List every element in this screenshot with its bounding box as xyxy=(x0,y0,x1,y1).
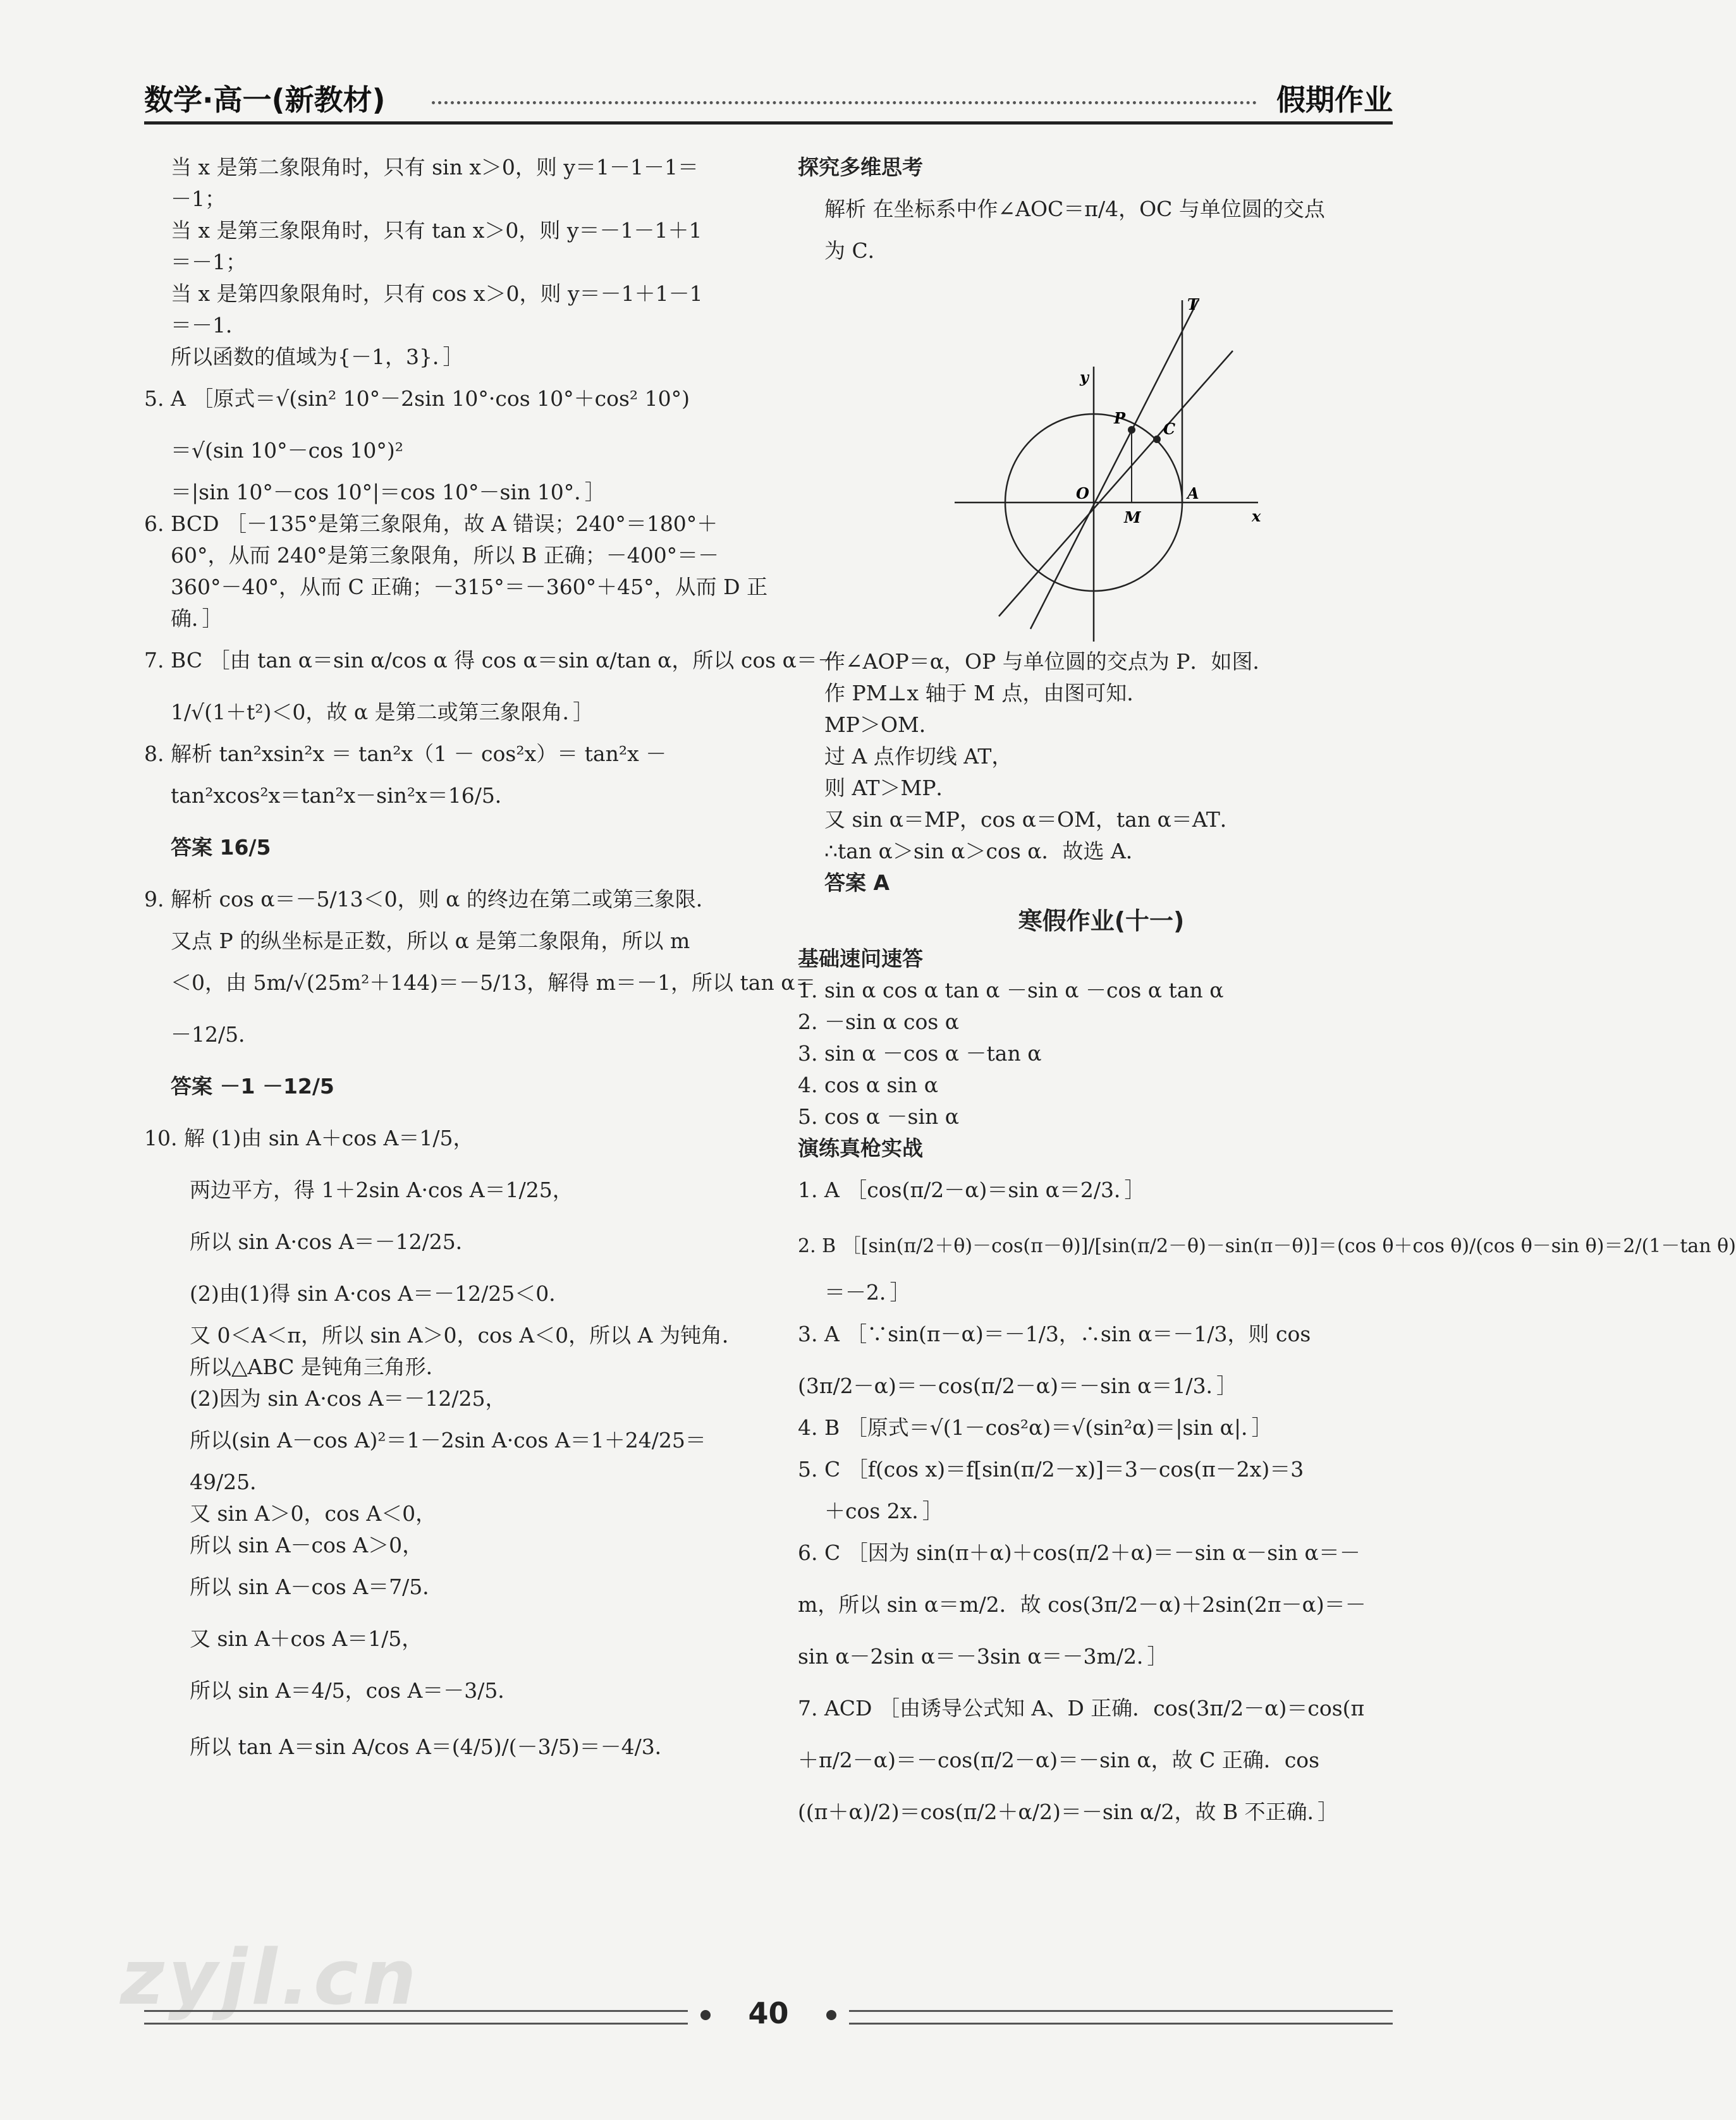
label-C: C xyxy=(1163,420,1176,438)
text-line: 8. 解析 tan²xsin²x ＝ tan²x（1 － cos²x）＝ tan²x － xyxy=(144,741,667,766)
ray-OC xyxy=(999,351,1233,616)
left-column xyxy=(144,152,838,1777)
text-line: 5. cos α －sin α xyxy=(798,1104,960,1129)
text-line: ＋π/2－α)＝－cos(π/2－α)＝－sin α，故 C 正确．cos xyxy=(798,1748,1320,1772)
text-line: 9. 解析 cos α＝－5/13＜0，则 α 的终边在第二或第三象限． xyxy=(144,887,717,911)
text-line: 所以△ABC 是钝角三角形． xyxy=(190,1355,447,1379)
text-line: ＋cos 2x．］ xyxy=(824,1499,943,1523)
text-line: 3. sin α －cos α －tan α xyxy=(798,1041,1042,1066)
text-line: 解析 在坐标系中作∠AOC＝π/4，OC 与单位圆的交点 xyxy=(824,197,1325,221)
header-right-label: 假期作业 xyxy=(1276,83,1393,117)
point-C-dot xyxy=(1153,436,1161,443)
text-line: 4. cos α sin α xyxy=(798,1073,939,1097)
text-line: ＝|sin 10°－cos 10°|＝cos 10°－sin 10°．］ xyxy=(171,480,606,504)
text-line: ＜0，由 5m/√(25m²＋144)＝－5/13，解得 m＝－1，所以 tan α＝ xyxy=(171,970,816,995)
text-line: 又 sin α＝MP，cos α＝OM，tan α＝AT． xyxy=(824,807,1241,832)
section-title: 演练真枪实战 xyxy=(798,1136,923,1161)
label-M: M xyxy=(1124,508,1141,527)
text-line: (3π/2－α)＝－cos(π/2－α)＝－sin α＝1/3．］ xyxy=(798,1374,1238,1398)
text-line: 所以 sin A－cos A＞0， xyxy=(190,1533,424,1557)
label-P: P xyxy=(1114,409,1126,427)
text-line: 又 0＜A＜π，所以 sin A＞0，cos A＜0，所以 A 为钝角． xyxy=(190,1323,743,1348)
text-line: 又点 P 的纵坐标是正数，所以 α 是第二象限角，所以 m xyxy=(171,929,690,953)
label-T: T xyxy=(1187,295,1199,314)
unit-circle-figure xyxy=(948,288,1277,642)
text-line: 10. 解 (1)由 sin A＋cos A＝1/5， xyxy=(144,1126,474,1150)
text-line: 5. A ［原式＝√(sin² 10°－2sin 10°·cos 10°＋cos² 10°) xyxy=(144,386,690,411)
label-O: O xyxy=(1076,484,1089,503)
text-line: (2)因为 sin A·cos A＝－12/25， xyxy=(190,1386,506,1411)
header-dotted-leader xyxy=(432,101,1257,104)
text-line: 2. B ［[sin(π/2＋θ)－cos(π－θ)]/[sin(π/2－θ)－sin(π－θ)]＝(cos θ＋cos θ)/(cos θ－sin θ)＝2/(1－tan θ) xyxy=(798,1235,1736,1257)
text-line: ＝－1； xyxy=(171,250,247,274)
footer-rule xyxy=(849,2010,1393,2012)
text-line: 则 AT＞MP． xyxy=(824,776,957,800)
footer-rule xyxy=(144,2023,688,2025)
text-line: 2. －sin α cos α xyxy=(798,1009,960,1034)
answer-line: 答案 16/5 xyxy=(171,835,271,860)
label-A: A xyxy=(1187,484,1199,503)
text-line: 当 x 是第四象限角时，只有 cos x＞0，则 y＝－1＋1－1 xyxy=(171,281,703,306)
text-line: 7. ACD ［由诱导公式知 A、D 正确．cos(3π/2－α)＝cos(π xyxy=(798,1696,1365,1721)
text-line: 作∠AOP＝α，OP 与单位圆的交点为 P．如图． xyxy=(824,649,1274,674)
text-line: 当 x 是第三象限角时，只有 tan x＞0，则 y＝－1－1＋1 xyxy=(171,218,702,243)
section-title: 探究多维思考 xyxy=(798,155,923,180)
text-line: MP＞OM． xyxy=(824,712,940,737)
text-line: 所以 sin A＝4/5，cos A＝－3/5． xyxy=(190,1678,519,1703)
text-line: 过 A 点作切线 AT， xyxy=(824,744,1013,769)
page-footer xyxy=(144,1996,1393,2042)
footer-dot xyxy=(826,2010,836,2020)
text-line: 所以 sin A·cos A＝－12/25． xyxy=(190,1229,477,1254)
text-line: 3. A ［∵sin(π－α)＝－1/3，∴sin α＝－1/3，则 cos xyxy=(798,1322,1311,1346)
text-line: 又 sin A＞0，cos A＜0， xyxy=(190,1501,437,1526)
footer-rule xyxy=(144,2010,688,2012)
text-line: 1. sin α cos α tan α －sin α －cos α tan α xyxy=(798,978,1224,1002)
text-line: 6. C ［因为 sin(π＋α)＋cos(π/2＋α)＝－sin α－sin α＝－ xyxy=(798,1540,1360,1565)
label-y: y xyxy=(1080,368,1089,386)
answer-line: 答案 －1 －12/5 xyxy=(171,1074,334,1099)
text-line: 60°，从而 240°是第三象限角，所以 B 正确；－400°＝－ xyxy=(171,543,719,568)
page-number: 40 xyxy=(748,1996,789,2030)
text-line: 所以 tan A＝sin A/cos A＝(4/5)/(－3/5)＝－4/3． xyxy=(190,1734,676,1759)
text-line: tan²xcos²x＝tan²x－sin²x＝16/5． xyxy=(171,783,516,808)
text-line: 为 C． xyxy=(824,238,889,263)
text-line: ＝－2．］ xyxy=(824,1280,911,1305)
text-line: －1； xyxy=(171,186,226,211)
watermark: zyjl.cn xyxy=(120,1934,420,2022)
text-line: －12/5． xyxy=(171,1022,260,1047)
page-header xyxy=(144,77,1393,128)
footer-rule xyxy=(849,2023,1393,2025)
text-line: 当 x 是第二象限角时，只有 sin x＞0，则 y＝1－1－1＝ xyxy=(171,155,699,180)
text-line: 作 PM⊥x 轴于 M 点，由图可知． xyxy=(824,681,1148,705)
text-line: ((π＋α)/2)＝cos(π/2＋α/2)＝－sin α/2，故 B 不正确．］ xyxy=(798,1800,1339,1824)
text-line: ＝√(sin 10°－cos 10°)² xyxy=(171,438,403,463)
point-P-dot xyxy=(1128,426,1135,434)
text-line: 360°－40°，从而 C 正确；－315°＝－360°＋45°，从而 D 正 xyxy=(171,575,768,599)
text-line: 7. BC ［由 tan α＝sin α/cos α 得 cos α＝sin α/tan α，所以 cos α＝－ xyxy=(144,648,838,673)
text-line: 1. A ［cos(π/2－α)＝sin α＝2/3．］ xyxy=(798,1178,1146,1202)
answer-line: 答案 A xyxy=(824,870,890,895)
text-line: 两边平方，得 1＋2sin A·cos A＝1/25， xyxy=(190,1178,573,1202)
text-line: 所以(sin A－cos A)²＝1－2sin A·cos A＝1＋24/25＝ xyxy=(190,1428,706,1453)
footer-dot xyxy=(700,2010,711,2020)
text-line: sin α－2sin α＝－3sin α＝－3m/2．］ xyxy=(798,1644,1168,1669)
text-line: ∴tan α＞sin α＞cos α．故选 A． xyxy=(824,839,1147,863)
text-line: 1/√(1＋t²)＜0，故 α 是第二或第三象限角．］ xyxy=(171,700,594,724)
text-line: 4. B ［原式＝√(1－cos²α)＝√(sin²α)＝|sin α|．］ xyxy=(798,1415,1273,1440)
text-line: m，所以 sin α＝m/2．故 cos(3π/2－α)＋2sin(2π－α)＝－ xyxy=(798,1592,1366,1617)
text-line: 所以函数的值域为{－1，3}．］ xyxy=(171,344,464,369)
header-title: 数学·高一(新教材) xyxy=(144,83,386,117)
section-title: 基础速问速答 xyxy=(798,946,923,971)
text-line: ＝－1． xyxy=(171,313,247,338)
header-rule xyxy=(144,121,1393,125)
text-line: 又 sin A＋cos A＝1/5， xyxy=(190,1626,423,1651)
text-line: (2)由(1)得 sin A·cos A＝－12/25＜0． xyxy=(190,1281,570,1306)
text-line: 49/25． xyxy=(190,1470,271,1494)
label-x: x xyxy=(1252,507,1261,525)
text-line: 确．］ xyxy=(171,606,223,631)
text-line: 所以 sin A－cos A＝7/5． xyxy=(190,1575,444,1599)
homework-heading: 寒假作业(十一) xyxy=(1018,907,1185,935)
text-line: 6. BCD ［－135°是第三象限角，故 A 错误；240°＝180°＋ xyxy=(144,511,718,536)
text-line: 5. C ［f(cos x)＝f[sin(π/2－x)]＝3－cos(π－2x)＝3 xyxy=(798,1457,1304,1482)
